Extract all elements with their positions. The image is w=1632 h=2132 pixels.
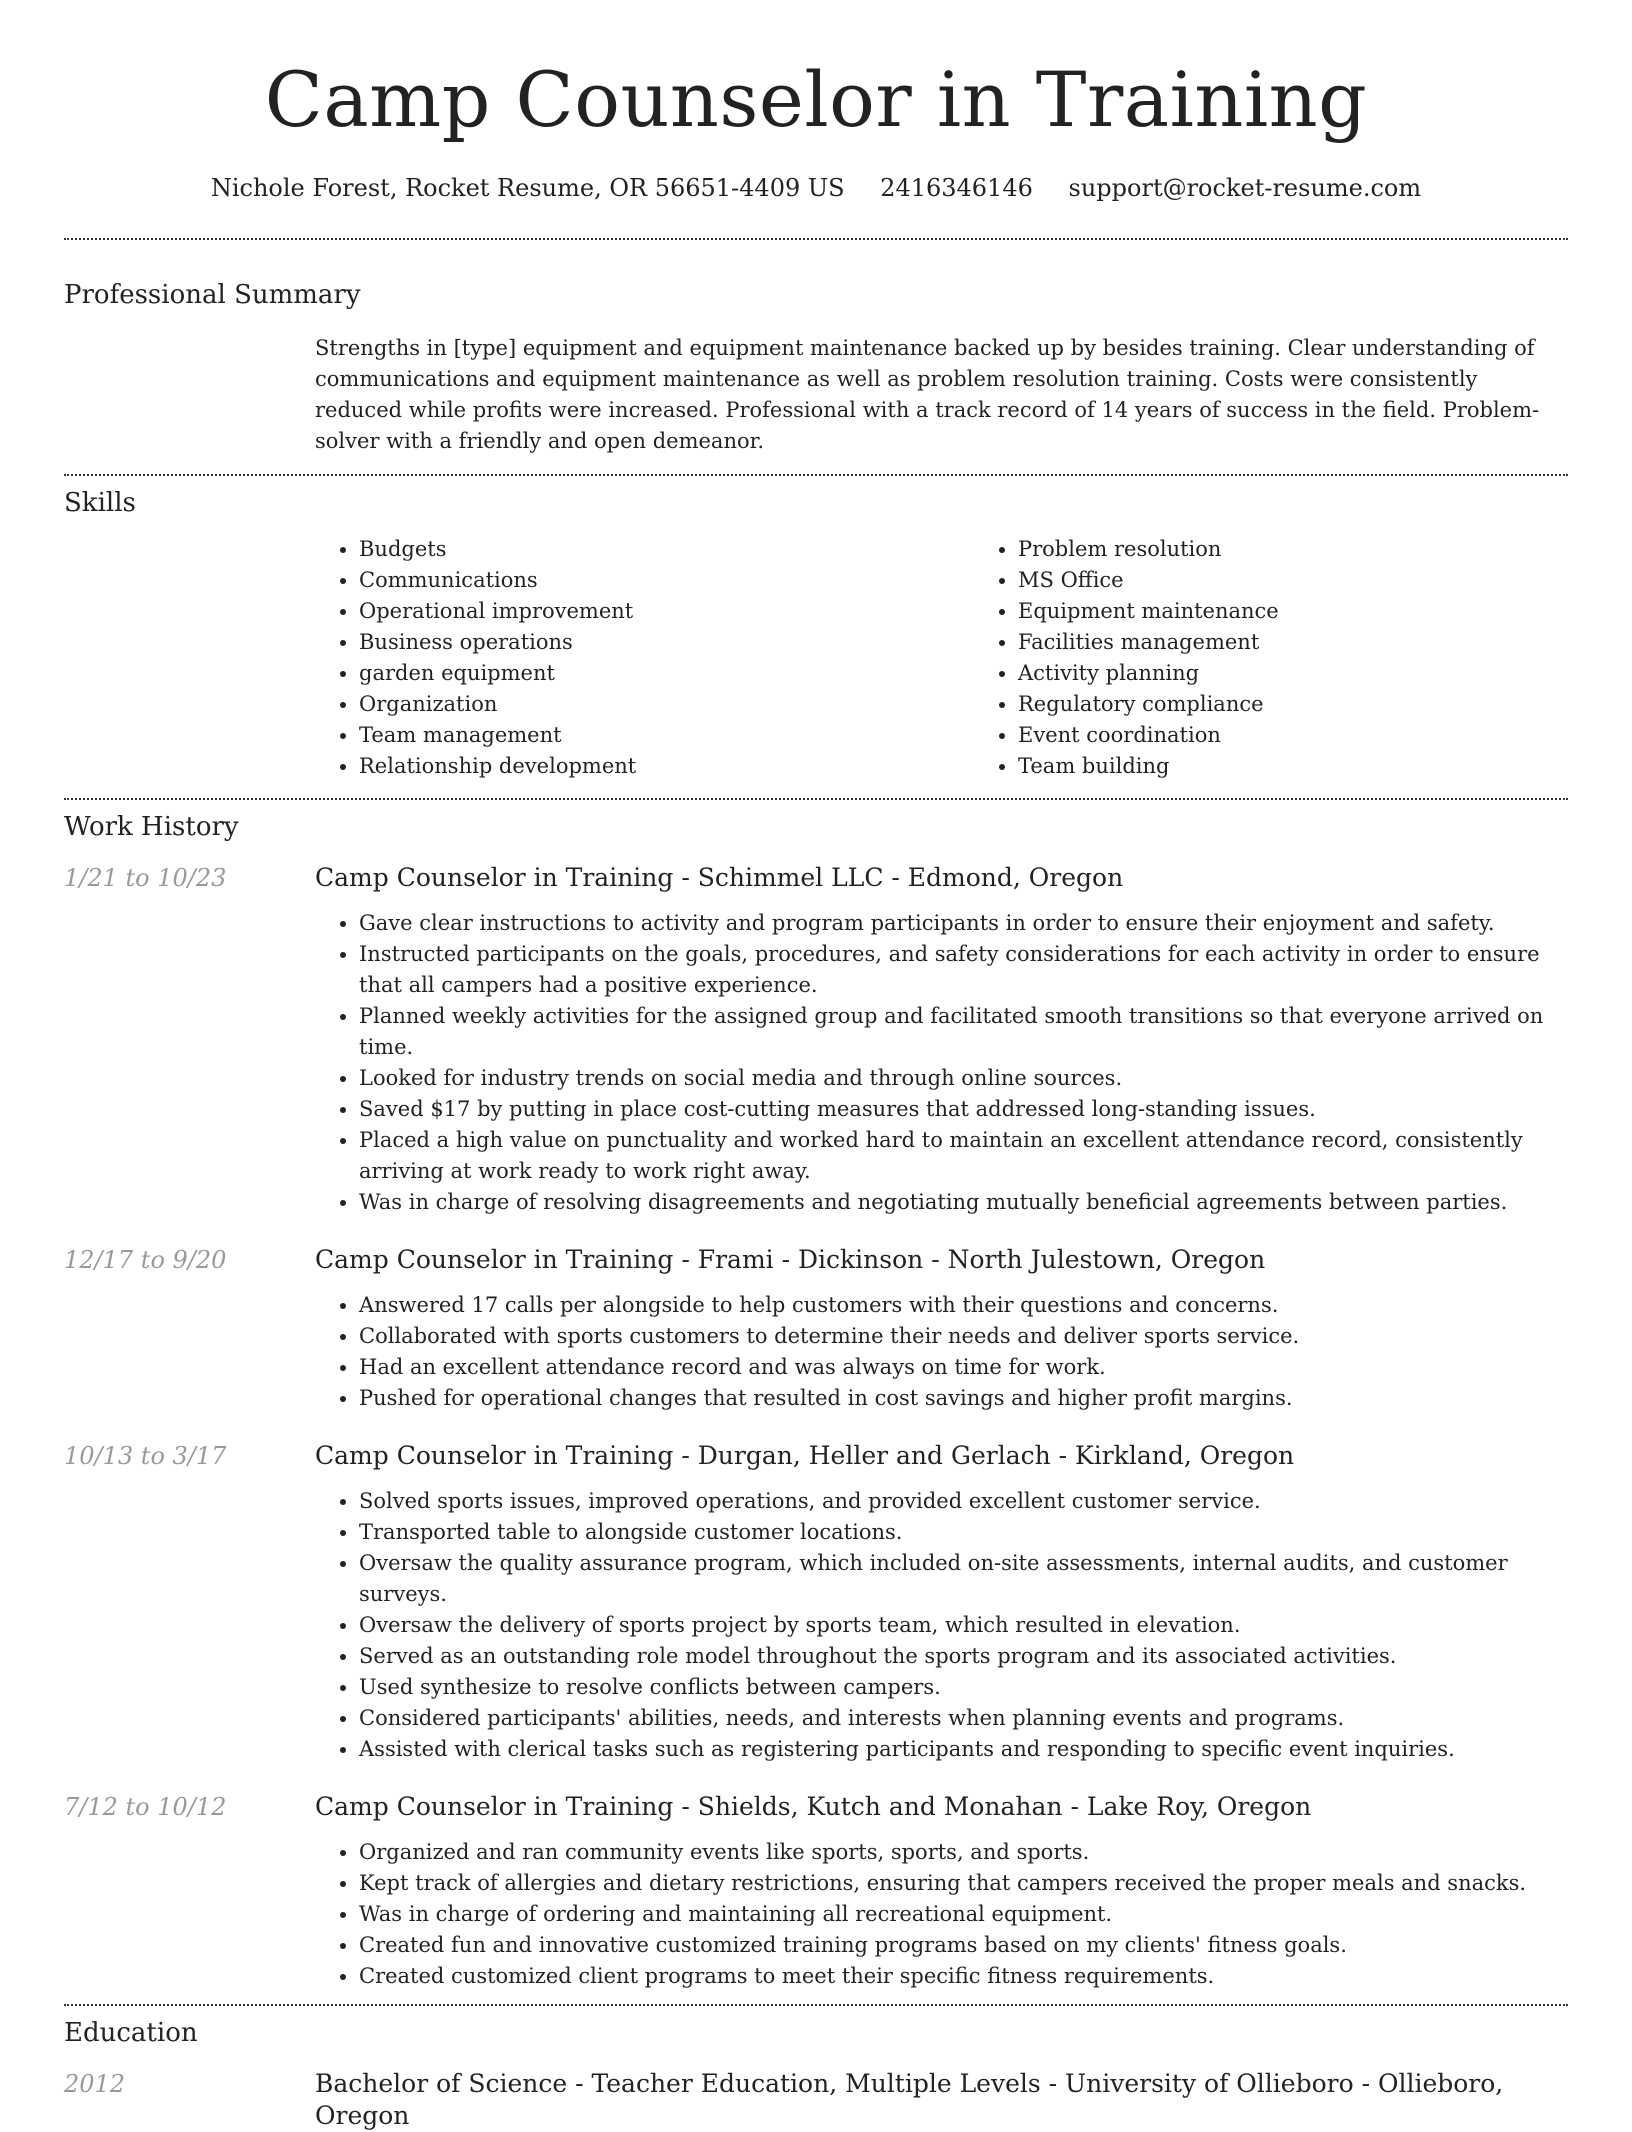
- job-bullet: • Planned weekly activities for the assigned group and facilitated smooth transitions so that everyone arrived on time.: [359, 1001, 1568, 1063]
- job-bullets: [315, 908, 1568, 1218]
- skill-item: • Event coordination: [1018, 720, 1632, 751]
- summary-text: Strengths in [type] equipment and equipment maintenance backed up by besides training. Clear understanding of communications and equipment maintenance as well as problem resolution training. Costs were consistently reduced while profits were increased. Professional with a track record of 14 years of success in the field. Problem-solver with a friendly and open demeanor.: [315, 336, 1540, 453]
- skill-item: • Organization: [359, 689, 974, 720]
- skill-item: • garden equipment: [359, 658, 974, 689]
- skill-item: • MS Office: [1018, 565, 1632, 596]
- education-entry: [64, 2068, 1568, 2132]
- job-bullet: • Considered participants' abilities, needs, and interests when planning events and programs.: [359, 1703, 1568, 1734]
- divider: [64, 474, 1568, 476]
- job-bullet: • Created fun and innovative customized training programs based on my clients' fitness goals.: [359, 1930, 1568, 1961]
- job-date: 10/13 to 3/17: [64, 1442, 227, 1470]
- skill-item: • Team building: [1018, 751, 1632, 782]
- skills-row: [64, 534, 1568, 782]
- job-bullet: • Collaborated with sports customers to determine their needs and deliver sports service.: [359, 1321, 1568, 1352]
- job-bullet: • Transported table to alongside customer locations.: [359, 1517, 1568, 1548]
- job-title: Camp Counselor in Training - Durgan, Heller and Gerlach - Kirkland, Oregon: [315, 1441, 1295, 1470]
- skills-heading: Skills: [64, 488, 136, 518]
- job-bullet: • Assisted with clerical tasks such as registering participants and responding to specific event inquiries.: [359, 1734, 1568, 1765]
- job-bullet: • Pushed for operational changes that resulted in cost savings and higher profit margins.: [359, 1383, 1568, 1414]
- job-bullets: [315, 1837, 1568, 1992]
- job-bullet: • Answered 17 calls per alongside to help customers with their questions and concerns.: [359, 1290, 1568, 1321]
- job-bullet: • Instructed participants on the goals, procedures, and safety considerations for each activity in order to ensure that all campers had a positive experience.: [359, 939, 1568, 1001]
- education-date: 2012: [64, 2070, 126, 2098]
- job-date: 12/17 to 9/20: [64, 1246, 227, 1274]
- job-entry: [64, 862, 1568, 1218]
- job-bullet: • Served as an outstanding role model throughout the sports program and its associated activities.: [359, 1641, 1568, 1672]
- skill-item: • Equipment maintenance: [1018, 596, 1632, 627]
- skill-item: • Problem resolution: [1018, 534, 1632, 565]
- job-bullet: • Organized and ran community events like sports, sports, and sports.: [359, 1837, 1568, 1868]
- job-title: Camp Counselor in Training - Schimmel LLC - Edmond, Oregon: [315, 863, 1124, 892]
- job-entry: [64, 1791, 1568, 1992]
- job-date: 1/21 to 10/23: [64, 864, 227, 892]
- divider: [64, 238, 1568, 240]
- job-bullet: • Used synthesize to resolve conflicts between campers.: [359, 1672, 1568, 1703]
- contact-phone: 2416346146: [880, 174, 1033, 202]
- job-bullet: • Created customized client programs to meet their specific fitness requirements.: [359, 1961, 1568, 1992]
- skills-list-right: [974, 534, 1632, 782]
- job-bullet: • Looked for industry trends on social media and through online sources.: [359, 1063, 1568, 1094]
- job-entry: [64, 1440, 1568, 1765]
- job-bullet: • Placed a high value on punctuality and worked hard to maintain an excellent attendance record, consistently arriving at work ready to work right away.: [359, 1125, 1568, 1187]
- job-bullet: • Oversaw the delivery of sports project by sports team, which resulted in elevation.: [359, 1610, 1568, 1641]
- summary-row: [64, 333, 1568, 457]
- work-heading: Work History: [64, 812, 239, 842]
- job-bullet: • Kept track of allergies and dietary restrictions, ensuring that campers received the proper meals and snacks.: [359, 1868, 1568, 1899]
- job-bullet: • Was in charge of resolving disagreements and negotiating mutually beneficial agreements between parties.: [359, 1187, 1568, 1218]
- skill-item: • Relationship development: [359, 751, 974, 782]
- job-date: 7/12 to 10/12: [64, 1793, 227, 1821]
- skill-item: • Facilities management: [1018, 627, 1632, 658]
- job-title: Camp Counselor in Training - Frami - Dickinson - North Julestown, Oregon: [315, 1245, 1266, 1274]
- skill-item: • Team management: [359, 720, 974, 751]
- contact-address: Nichole Forest, Rocket Resume, OR 56651-4409 US: [210, 174, 845, 202]
- job-bullet: • Gave clear instructions to activity and program participants in order to ensure their enjoyment and safety.: [359, 908, 1568, 939]
- job-bullet: • Had an excellent attendance record and was always on time for work.: [359, 1352, 1568, 1383]
- divider: [64, 798, 1568, 800]
- job-bullet: • Saved $17 by putting in place cost-cutting measures that addressed long-standing issues.: [359, 1094, 1568, 1125]
- skill-item: • Regulatory compliance: [1018, 689, 1632, 720]
- contact-line: [64, 174, 1568, 202]
- contact-email: support@rocket-resume.com: [1068, 174, 1422, 202]
- skill-item: • Budgets: [359, 534, 974, 565]
- job-bullets: [315, 1290, 1568, 1414]
- skills-list-left: [315, 534, 974, 782]
- education-title: Bachelor of Science - Teacher Education, Multiple Levels - University of Ollieboro - Ollieboro, Oregon: [315, 2069, 1504, 2130]
- skill-item: • Operational improvement: [359, 596, 974, 627]
- job-entry: [64, 1244, 1568, 1414]
- job-title: Camp Counselor in Training - Shields, Kutch and Monahan - Lake Roy, Oregon: [315, 1792, 1312, 1821]
- resume-title: Camp Counselor in Training: [264, 55, 1368, 144]
- skill-item: • Business operations: [359, 627, 974, 658]
- job-bullet: • Oversaw the quality assurance program, which included on-site assessments, internal audits, and customer surveys.: [359, 1548, 1568, 1610]
- skill-item: • Communications: [359, 565, 974, 596]
- summary-heading: Professional Summary: [64, 280, 361, 310]
- education-heading: Education: [64, 2018, 198, 2048]
- job-bullet: • Was in charge of ordering and maintaining all recreational equipment.: [359, 1899, 1568, 1930]
- job-bullet: • Solved sports issues, improved operations, and provided excellent customer service.: [359, 1486, 1568, 1517]
- job-bullets: [315, 1486, 1568, 1765]
- skill-item: • Activity planning: [1018, 658, 1632, 689]
- divider: [64, 2004, 1568, 2006]
